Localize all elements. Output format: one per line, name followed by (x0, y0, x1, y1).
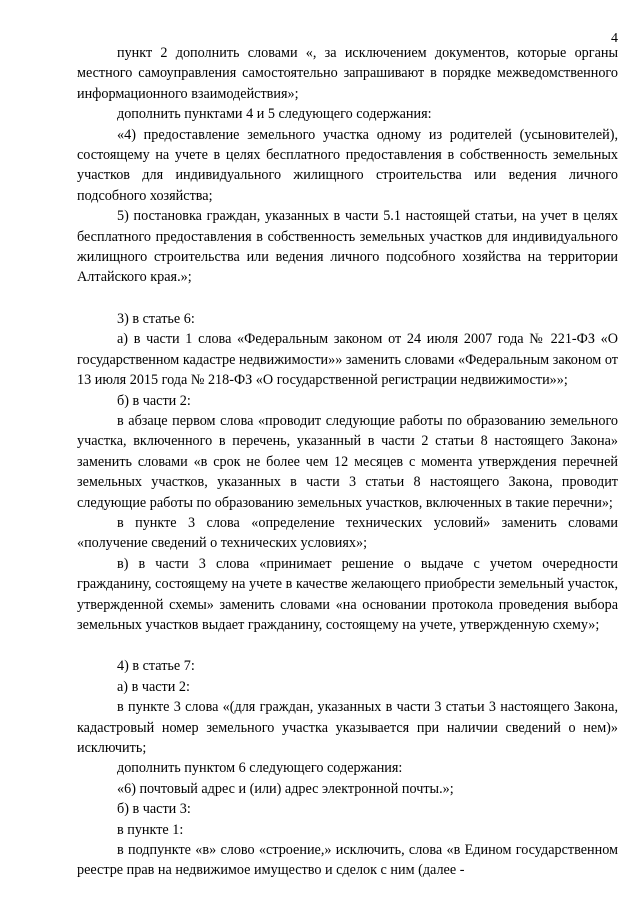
paragraph: б) в части 2: (117, 392, 191, 409)
paragraph-spacer (77, 635, 618, 656)
paragraph: «6) почтовый адрес и (или) адрес электронной почты.»; (117, 780, 454, 797)
paragraph: в) в части 3 слова «принимает решение о выдаче с учетом очередности гражданину, состоящему на учете в качестве желающего приобрести земельный участок, утвержденной схемы» заменить словами «на основании протокола проведения выбора земельных участков выдает гражданину, состоящему на учете, утвержденную схему»; (77, 555, 618, 633)
paragraph-spacer (77, 288, 618, 309)
paragraph: 5) постановка граждан, указанных в части 5.1 настоящей статьи, на учет в целях бесплатного предоставления в собственность земельных участков для индивидуального жилищного строительства или ведения личного подсобного хозяйства на территории Алтайского края.»; (77, 208, 618, 286)
page-number: 4 (611, 31, 618, 46)
paragraph: в пункте 1: (117, 821, 184, 838)
paragraph: в пункте 3 слова «определение технических условий» заменить словами «получение сведений о технических условиях»; (77, 514, 618, 552)
paragraph: пункт 2 дополнить словами «, за исключением документов, которые органы местного самоуправления самостоятельно запрашивают в порядке межведомственного информационного взаимодействия»; (77, 45, 618, 102)
paragraph: в абзаце первом слова «проводит следующие работы по образованию земельного участка, включенного в перечень, указанный в части 2 статьи 8 настоящего Закона» заменить словами «в срок не более чем 12 месяцев с момента утверждения перечней земельных участков, указанных в части 3 статьи 8 настоящего Закона, проводит следующие работы по образованию земельных участков, включенных в такие перечни»; (77, 412, 618, 511)
paragraph: «4) предоставление земельного участка одному из родителей (усыновителей), состоящему на учете в целях бесплатного предоставления в собственность земельных участков для индивидуального жилищного строительства или ведения личного подсобного хозяйства; (77, 126, 618, 204)
paragraph: 4) в статье 7: (117, 658, 195, 675)
paragraph: дополнить пунктом 6 следующего содержания: (117, 760, 403, 777)
paragraph: в пункте 3 слова «(для граждан, указанных в части 3 статьи 3 настоящего Закона, кадастровый номер земельного участка указывается при наличии сведений о нем)» исключить; (77, 699, 618, 756)
paragraph: а) в части 1 слова «Федеральным законом от 24 июля 2007 года № 221-ФЗ «О государственном кадастре недвижимости»» заменить словами «Федеральным законом от 13 июля 2015 года № 218-ФЗ «О государственной регистрации недвижимости»»; (77, 331, 618, 389)
paragraph: 3) в статье 6: (117, 310, 195, 327)
paragraph: дополнить пунктами 4 и 5 следующего содержания: (117, 106, 432, 123)
paragraph: б) в части 3: (117, 801, 191, 818)
paragraph: в подпункте «в» слово «строение,» исключить, слова «в Едином государственном реестре прав на недвижимое имущество и сделок с ним (далее - (77, 842, 618, 879)
paragraph: а) в части 2: (117, 678, 190, 695)
